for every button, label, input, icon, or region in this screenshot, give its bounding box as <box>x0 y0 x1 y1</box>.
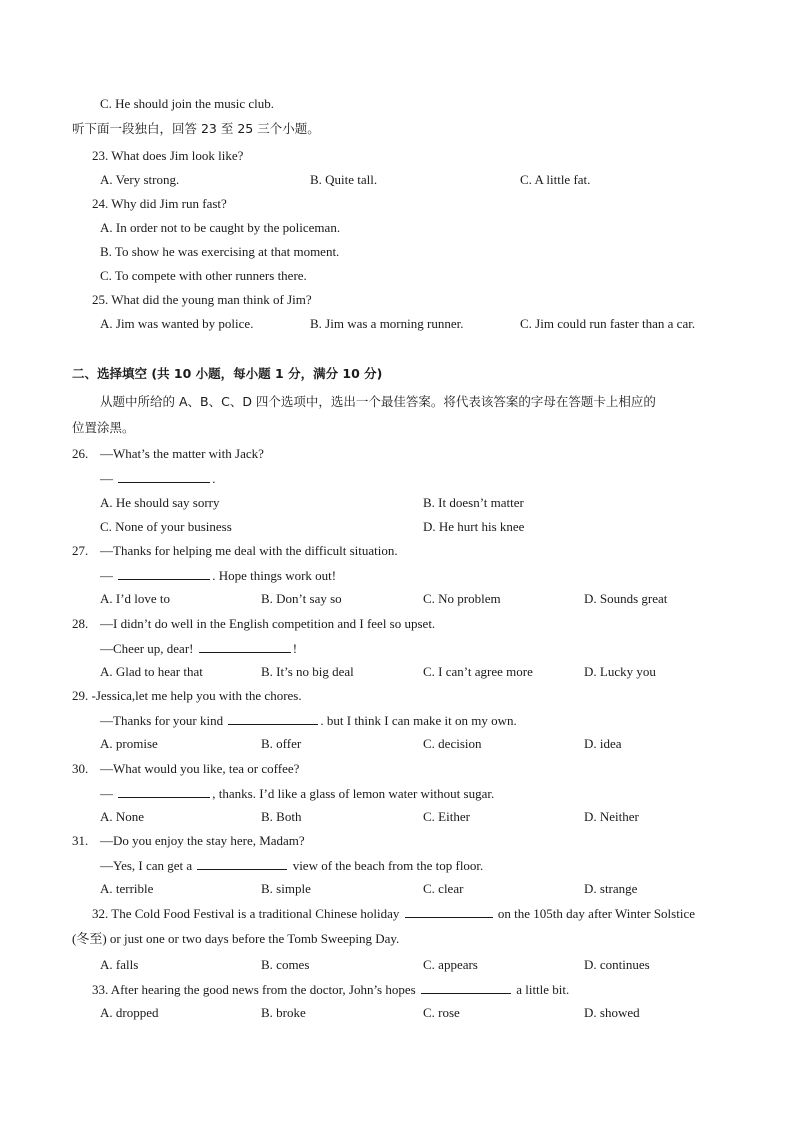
q23-option-c: C. A little fat. <box>520 172 591 187</box>
q31-line2-prefix: —Yes, I can get a <box>100 858 193 873</box>
q33-option-b: B. broke <box>261 1005 306 1020</box>
q22-option-c: C. He should join the music club. <box>100 96 275 111</box>
q30-line2-suffix: , thanks. I’d like a glass of lemon water without sugar. <box>212 786 495 801</box>
q32-option-b: B. comes <box>261 957 310 972</box>
q31-line2 <box>100 857 483 874</box>
q24-option-b: B. To show he was exercising at that moment. <box>100 244 340 259</box>
q30-option-d: D. Neither <box>584 809 639 824</box>
q30-line2-prefix: — <box>100 786 113 801</box>
q31-line2-suffix: view of the beach from the top floor. <box>292 858 484 873</box>
q26-line2-prefix: — <box>100 471 113 486</box>
q28-option-d: D. Lucky you <box>584 664 656 679</box>
q28-line2-prefix: —Cheer up, dear! <box>100 641 194 656</box>
q31-line1: —Do you enjoy the stay here, Madam? <box>100 833 305 848</box>
q27-option-d: D. Sounds great <box>584 591 668 606</box>
q23-option-a: A. Very strong. <box>100 172 180 187</box>
q33-line1-prefix: 33. After hearing the good news from the doctor, John’s hopes <box>92 982 416 997</box>
q32-line1-suffix: on the 105th day after Winter Solstice <box>497 906 695 921</box>
q30-option-b: B. Both <box>261 809 302 824</box>
q27-line2-suffix: . Hope things work out! <box>212 568 337 583</box>
q28-line1: —I didn’t do well in the English competition and I feel so upset. <box>100 616 436 631</box>
section-2-instruction-line2: 位置涂黑。 <box>72 420 135 435</box>
listening-instruction: 听下面一段独白，回答 23 至 25 三个小题。 <box>72 121 320 136</box>
q26-line2-suffix: . <box>212 471 216 486</box>
q33-line1-suffix: a little bit. <box>516 982 570 997</box>
q30-line1: —What would you like, tea or coffee? <box>100 761 300 776</box>
q33-option-a: A. dropped <box>100 1005 159 1020</box>
answer-blank[interactable] <box>197 857 287 870</box>
q29-option-a: A. promise <box>100 736 158 751</box>
q30-option-c: C. Either <box>423 809 470 824</box>
q32-line1 <box>92 905 695 922</box>
q31-option-b: B. simple <box>261 881 311 896</box>
q27-option-a: A. I’d love to <box>100 591 171 606</box>
q33-option-d: D. showed <box>584 1005 640 1020</box>
section-2-title: 二、选择填空 (共 10 小题，每小题 1 分，满分 10 分) <box>72 366 383 381</box>
q26-option-c: C. None of your business <box>100 519 232 534</box>
q28-option-a: A. Glad to hear that <box>100 664 203 679</box>
q30-option-a: A. None <box>100 809 145 824</box>
q27-option-c: C. No problem <box>423 591 501 606</box>
q27-line2 <box>100 567 336 584</box>
section-2-instruction-line1: 从题中所给的 A、B、C、D 四个选项中，选出一个最佳答案。将代表该答案的字母在答题卡上相应的 <box>100 394 656 409</box>
q27-line1: —Thanks for helping me deal with the difficult situation. <box>100 543 398 558</box>
answer-blank[interactable] <box>118 785 210 798</box>
q31-option-d: D. strange <box>584 881 638 896</box>
q29-line1: 29. -Jessica,let me help you with the chores. <box>72 688 302 703</box>
q24-option-c: C. To compete with other runners there. <box>100 268 307 283</box>
q32-line2: (冬至) or just one or two days before the Tomb Sweeping Day. <box>72 931 400 946</box>
q25-stem: 25. What did the young man think of Jim? <box>92 292 312 307</box>
answer-blank[interactable] <box>118 567 210 580</box>
q31-option-a: A. terrible <box>100 881 154 896</box>
answer-blank[interactable] <box>199 640 291 653</box>
answer-blank[interactable] <box>421 981 511 994</box>
q26-option-b: B. It doesn’t matter <box>423 495 524 510</box>
q23-stem: 23. What does Jim look like? <box>92 148 244 163</box>
q24-option-a: A. In order not to be caught by the policeman. <box>100 220 341 235</box>
q29-line2 <box>100 712 517 729</box>
q31-number: 31. <box>72 833 89 848</box>
q27-number: 27. <box>72 543 89 558</box>
q27-option-b: B. Don’t say so <box>261 591 342 606</box>
q33-line1 <box>92 981 569 998</box>
q28-line2 <box>100 640 297 657</box>
q33-option-c: C. rose <box>423 1005 460 1020</box>
q29-option-b: B. offer <box>261 736 302 751</box>
q25-option-c: C. Jim could run faster than a car. <box>520 316 696 331</box>
q27-line2-prefix: — <box>100 568 113 583</box>
q26-option-a: A. He should say sorry <box>100 495 220 510</box>
q24-stem: 24. Why did Jim run fast? <box>92 196 227 211</box>
answer-blank[interactable] <box>405 905 493 918</box>
q29-option-d: D. idea <box>584 736 622 751</box>
q25-option-a: A. Jim was wanted by police. <box>100 316 254 331</box>
q26-line1: —What’s the matter with Jack? <box>100 446 264 461</box>
q32-line1-prefix: 32. The Cold Food Festival is a traditional Chinese holiday <box>92 906 400 921</box>
q31-option-c: C. clear <box>423 881 464 896</box>
q26-number: 26. <box>72 446 89 461</box>
q29-option-c: C. decision <box>423 736 482 751</box>
q30-number: 30. <box>72 761 89 776</box>
q32-option-a: A. falls <box>100 957 139 972</box>
answer-blank[interactable] <box>118 470 210 483</box>
q25-option-b: B. Jim was a morning runner. <box>310 316 464 331</box>
q26-option-d: D. He hurt his knee <box>423 519 525 534</box>
q29-line2-prefix: —Thanks for your kind <box>100 713 224 728</box>
q28-option-c: C. I can’t agree more <box>423 664 533 679</box>
q32-option-d: D. continues <box>584 957 650 972</box>
q29-line2-suffix: . but I think I can make it on my own. <box>320 713 517 728</box>
q30-line2 <box>100 785 494 802</box>
q28-number: 28. <box>72 616 89 631</box>
q23-option-b: B. Quite tall. <box>310 172 378 187</box>
q32-option-c: C. appears <box>423 957 478 972</box>
q26-line2 <box>100 470 216 487</box>
answer-blank[interactable] <box>228 712 318 725</box>
q28-option-b: B. It’s no big deal <box>261 664 354 679</box>
q28-line2-suffix: ! <box>292 641 298 656</box>
